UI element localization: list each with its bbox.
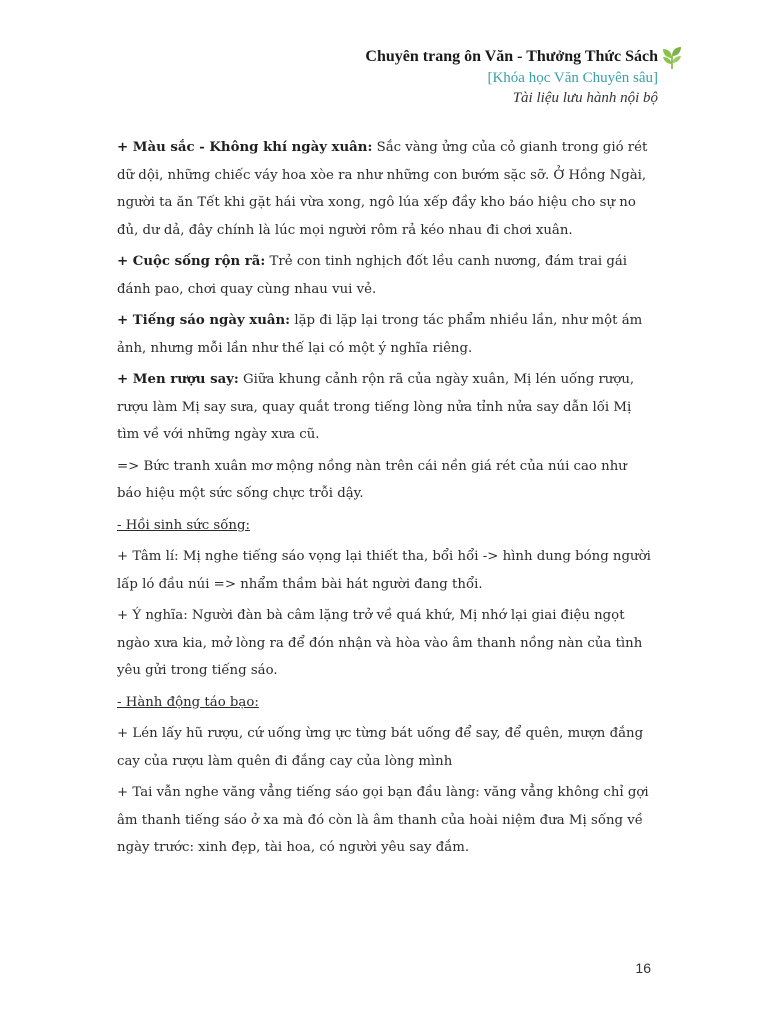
paragraph	[117, 307, 653, 362]
paragraph	[117, 134, 653, 244]
paragraph	[117, 720, 653, 775]
paragraph-text: Sắc vàng ửng của cỏ gianh trong gió rét dữ dội, những chiếc váy hoa xòe ra như những con bướm sặc sỡ. Ở Hồng Ngài, người ta ăn Tết khi gặt hái vừa xong, ngô lúa xếp đầy kho báo hiệu cho sự no đủ, dư dả, đây chính là lúc mọi người rôm rả kéo nhau đi chơi xuân.	[117, 140, 648, 238]
leaf-icon	[660, 44, 684, 70]
paragraph-lead: + Màu sắc - Không khí ngày xuân:	[117, 140, 373, 155]
paragraph-lead: + Tiếng sáo ngày xuân:	[117, 313, 291, 328]
paragraph-text: + Lén lấy hũ rượu, cứ uống ừng ực từng bát uống để say, để quên, mượn đắng cay của rượu làm quên đi đắng cay của lòng mình	[117, 726, 644, 769]
paragraph-text: + Tâm lí: Mị nghe tiếng sáo vọng lại thiết tha, bổi hổi -> hình dung bóng người lấp ló đầu núi => nhẩm thầm bài hát người đang thổi.	[117, 549, 651, 592]
paragraph	[117, 602, 653, 685]
page-number: 16	[635, 960, 651, 976]
section-heading	[117, 512, 653, 540]
header-note: Tài liệu lưu hành nội bộ	[512, 90, 658, 106]
paragraph-text: + Ý nghĩa: Người đàn bà câm lặng trở về quá khứ, Mị nhớ lại giai điệu ngọt ngào xưa kia, mở lòng ra để đón nhận và hòa vào âm thanh nồng nàn của tình yêu gửi trong tiếng sáo.	[117, 608, 643, 678]
paragraph-text: + Tai vẫn nghe văng vẳng tiếng sáo gọi bạn đầu làng: văng vẳng không chỉ gợi âm thanh tiếng sáo ở xa mà đó còn là âm thanh của hoài niệm đưa Mị sống về ngày trước: xinh đẹp, tài hoa, có người yêu say đắm.	[117, 785, 649, 855]
paragraph-text: Giữa khung cảnh rộn rã của ngày xuân, Mị lén uống rượu, rượu làm Mị say sưa, quay quắt trong tiếng lòng nửa tỉnh nửa say dẫn lối Mị tìm về với những ngày xưa cũ.	[117, 372, 635, 442]
paragraph	[117, 453, 653, 508]
header-title: Chuyên trang ôn Văn - Thưởng Thức Sách	[365, 48, 658, 65]
paragraph-text: Trẻ con tinh nghịch đốt lều canh nương, đám trai gái đánh pao, chơi quay cùng nhau vui vẻ.	[117, 254, 628, 297]
section-heading	[117, 689, 653, 717]
paragraph-lead: + Men rượu say:	[117, 372, 239, 387]
body-content	[117, 134, 653, 866]
paragraph	[117, 248, 653, 303]
paragraph-text: => Bức tranh xuân mơ mộng nồng nàn trên cái nền giá rét của núi cao như báo hiệu một sức sống chực trỗi dậy.	[117, 458, 627, 501]
section-heading-text: - Hành động táo bạo:	[117, 694, 259, 710]
page-header	[365, 46, 658, 108]
paragraph	[117, 779, 653, 862]
paragraph	[117, 543, 653, 598]
paragraph-lead: + Cuộc sống rộn rã:	[117, 254, 266, 269]
header-course: [Khóa học Văn Chuyên sâu]	[487, 70, 658, 86]
paragraph-text: lặp đi lặp lại trong tác phẩm nhiều lần, như một ám ảnh, nhưng mỗi lần như thế lại có một ý nghĩa riêng.	[117, 313, 643, 356]
section-heading-text: - Hồi sinh sức sống:	[117, 517, 250, 533]
paragraph	[117, 366, 653, 449]
